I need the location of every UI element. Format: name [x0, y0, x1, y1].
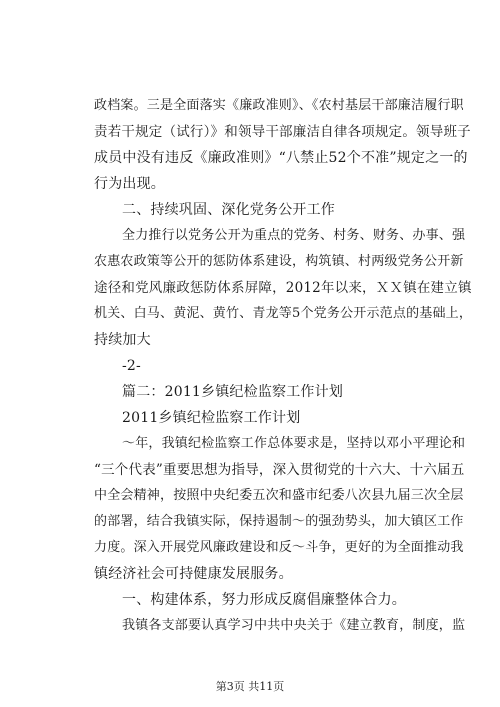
section-heading: 二、持续巩固、深化党务公开工作	[122, 202, 335, 218]
text-line: 政档案。三是全面落实《廉政准则》、《农村基层干部廉洁履行职	[94, 98, 464, 113]
text-line: 行为出现。	[94, 176, 165, 192]
text-line: 持续加大	[94, 332, 151, 348]
text-line: “三个代表”重要思想为指导，深入贯彻党的十六大、十六届五	[94, 462, 465, 478]
article-title: 篇二：2011乡镇纪检监察工作计划	[122, 384, 344, 400]
text-line: 中全会精神，按照中央纪委五次和盛市纪委八次县九届三次全层	[94, 488, 464, 503]
text-line: 途径和党风廉政惩防体系屏障，2012年以来，ＸＸ镇在建立镇	[94, 280, 472, 296]
text-line: 的部署，结合我镇实际，保持遏制～的强劲势头，加大镇区工作	[94, 514, 464, 529]
article-subtitle: 2011乡镇纪检监察工作计划	[122, 410, 301, 426]
inner-page-number: -2-	[122, 358, 141, 374]
text-line: 全力推行以党务公开为重点的党务、村务、财务、办事、强	[122, 228, 466, 243]
text-line: 机关、白马、黄泥、黄竹、青龙等5个党务公开示范点的基础上，	[94, 306, 473, 321]
text-line: 镇经济社会可持健康发展服务。	[94, 566, 293, 582]
text-line: 力度。深入开展党风廉政建设和反～斗争，更好的为全面推动我	[94, 540, 464, 555]
text-line: 责若干规定（试行）》和领导干部廉洁自律各项规定。领导班子	[94, 124, 471, 140]
text-line: 农惠农政策等公开的惩防体系建设，构筑镇、村两级党务公开新	[94, 254, 464, 269]
text-line: 我镇各支部要认真学习中共中央关于《建立教育，制度，监	[122, 618, 466, 633]
section-heading: 一、构建体系，努力形成反腐倡廉整体合力。	[122, 592, 406, 608]
text-line: 成员中没有违反《廉政准则》“八禁止52个不准”规定之一的	[94, 150, 468, 166]
text-line: ～年，我镇纪检监察工作总体要求是，坚持以邓小平理论和	[122, 436, 466, 451]
page-footer: 第3页 共11页	[215, 680, 285, 693]
